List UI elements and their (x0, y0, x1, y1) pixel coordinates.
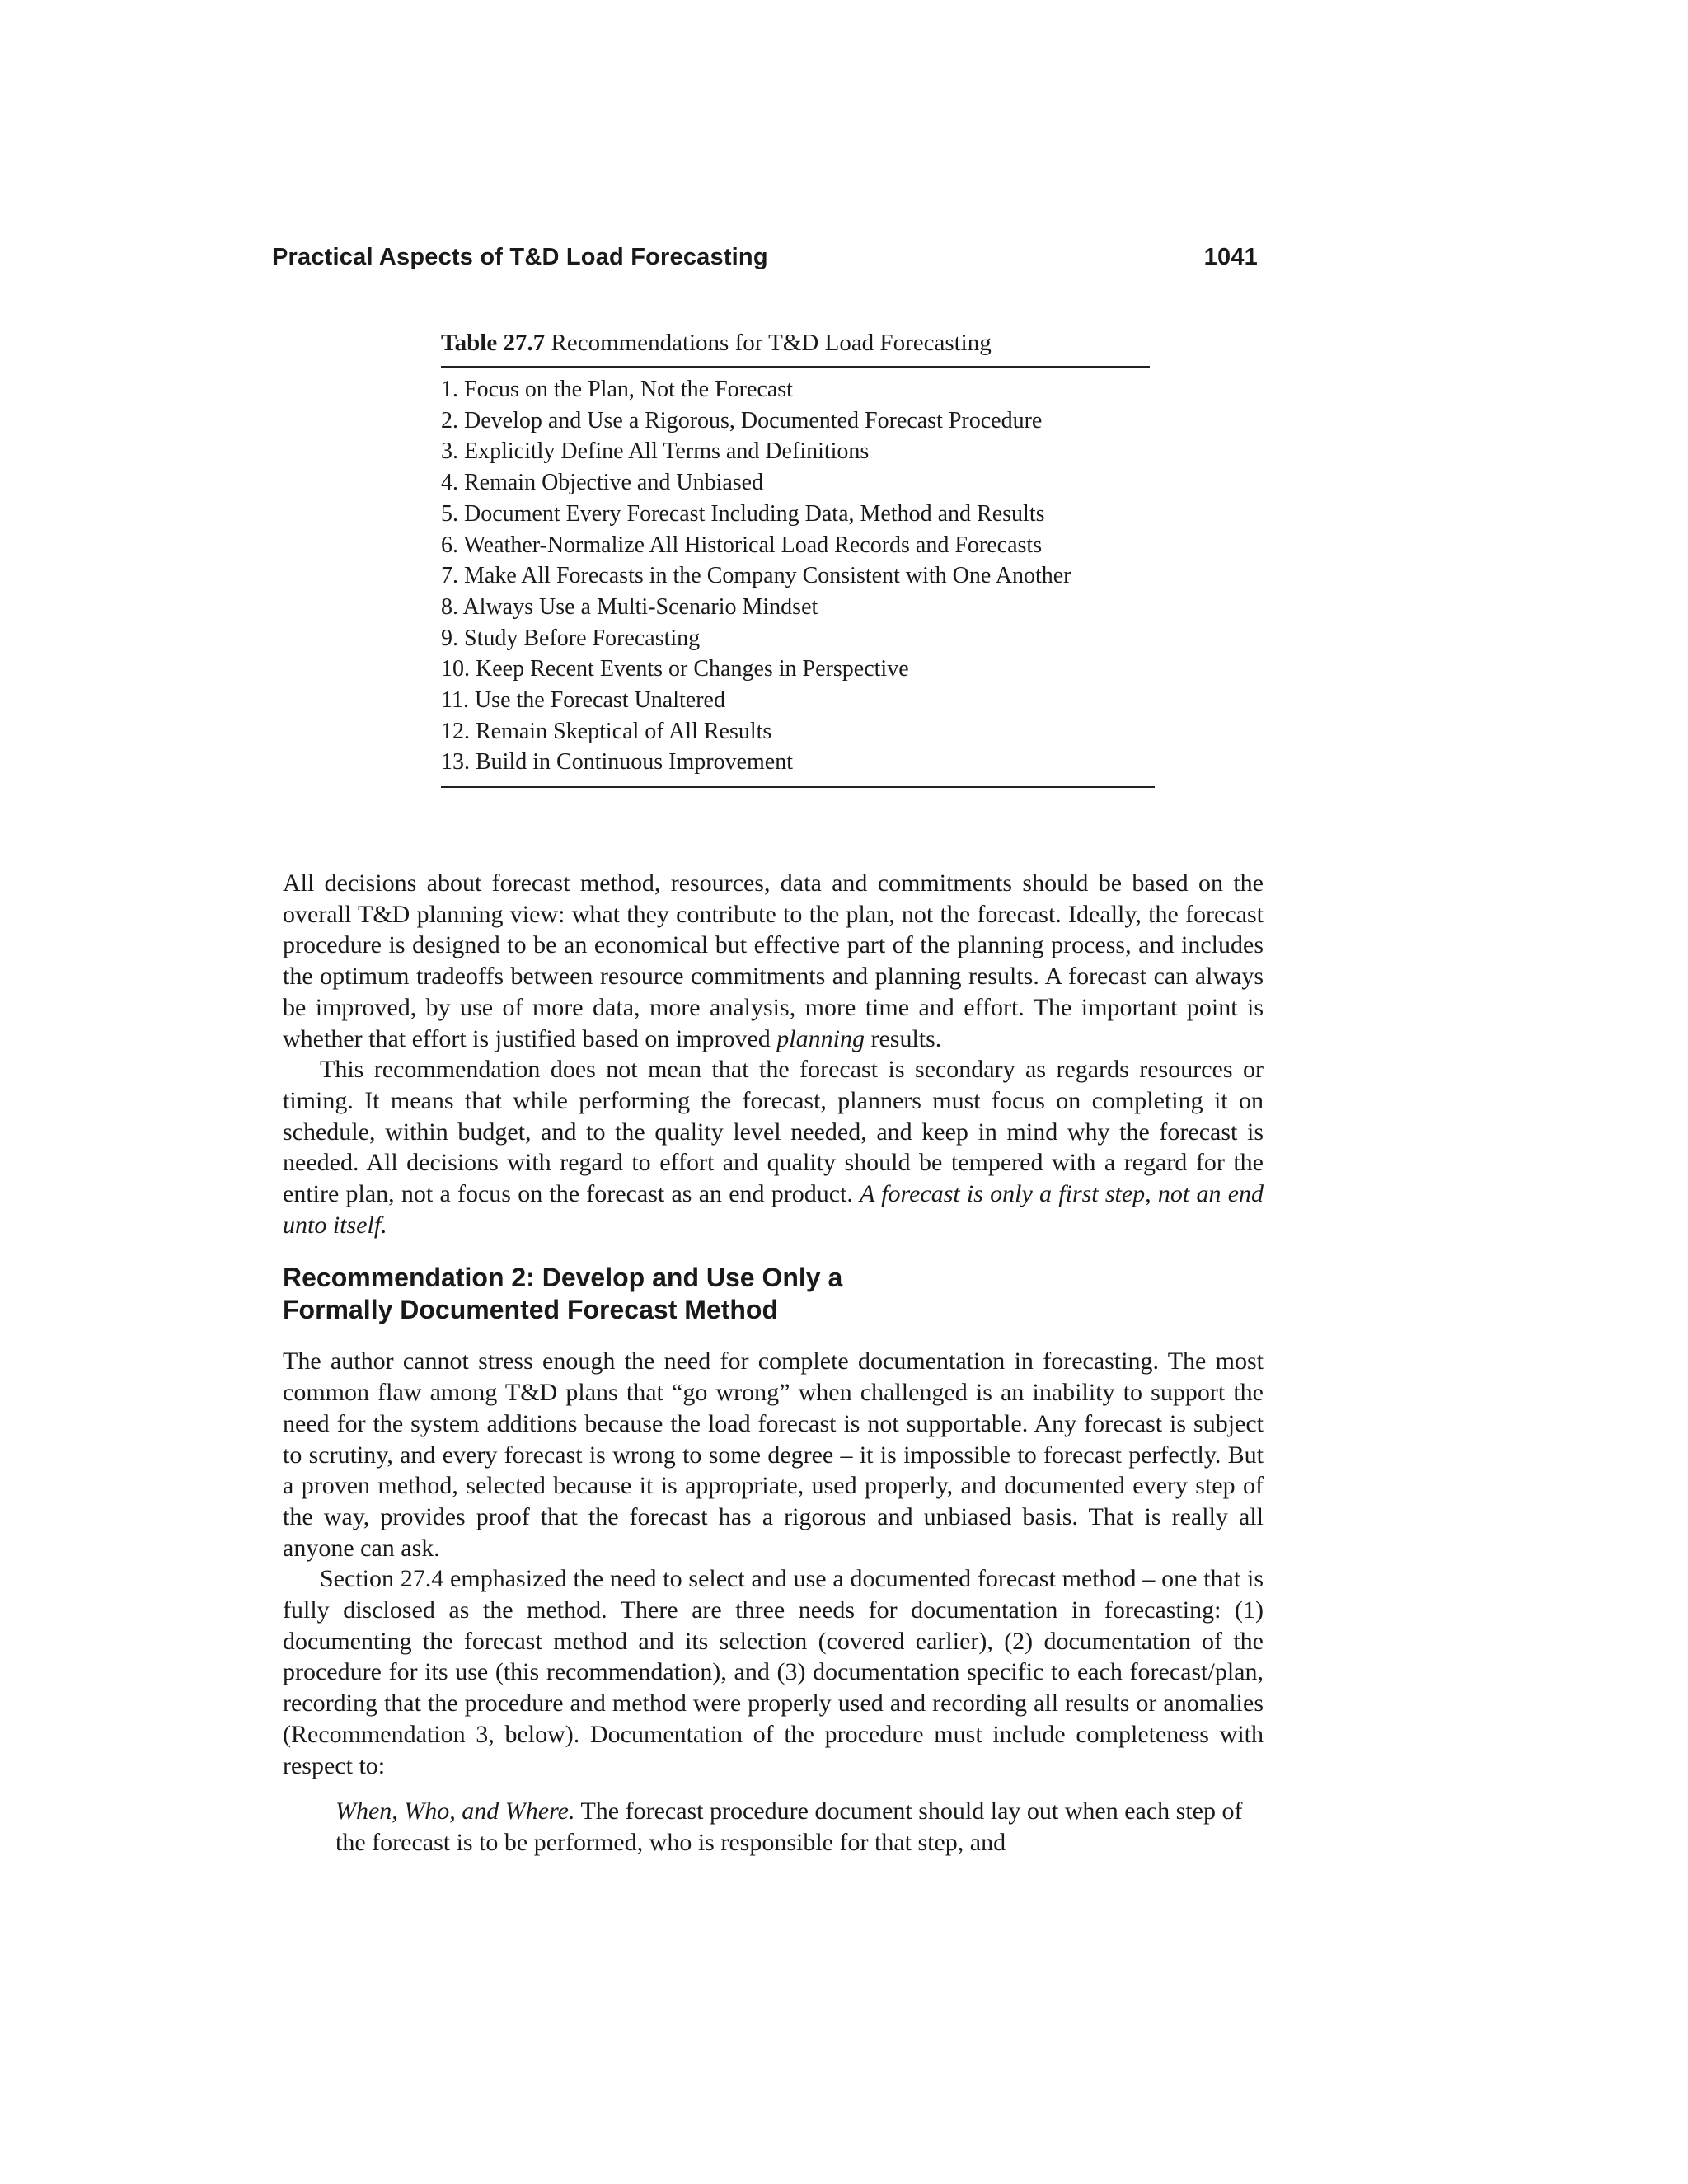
table-caption (441, 328, 1150, 368)
table-title: Recommendations for T&D Load Forecasting (551, 330, 992, 356)
section-heading-line-2: Formally Documented Forecast Method (283, 1295, 778, 1325)
recommendations-table (441, 328, 1150, 788)
table-list-item: 12. Remain Skeptical of All Results (441, 718, 772, 744)
table-list-item: 5. Document Every Forecast Including Data, Method and Results (441, 500, 1045, 527)
table-list-item: 13. Build in Continuous Improvement (441, 749, 793, 776)
table-list-item: 6. Weather-Normalize All Historical Load Records and Forecasts (441, 532, 1043, 558)
table-list (441, 368, 1155, 788)
table-list-item: 10. Keep Recent Events or Changes in Perspective (441, 656, 909, 682)
table-label: Table 27.7 (441, 330, 546, 356)
paragraph-2 (283, 1054, 1264, 1240)
section-heading-line-1: Recommendation 2: Develop and Use Only a (283, 1263, 843, 1293)
paragraph-4: Section 27.4 emphasized the need to select and use a documented forecast method – one that is fully disclosed as the method. There are three needs for documentation in forecasting: (1) documenting the forecast method and its selection (covered earlier), (2) documentation of the procedure for its use (this recommendation), and (3) documentation specific to each forecast/plan, recording that the procedure and method were properly used and recording all results or anomalies (Recommendation 3, below). Documentation of the procedure must include completeness with respect to: (283, 1565, 1264, 1779)
paragraph-1 (283, 868, 1264, 1054)
table-list-item: 8. Always Use a Multi-Scenario Mindset (441, 593, 818, 620)
running-header (272, 244, 1258, 271)
section-heading (283, 1262, 1264, 1326)
paragraph-2-text: This recommendation does not mean that the forecast is secondary as regards resources or timing. It means that while performing the forecast, planners must focus on completing it on schedule, within budget, and to the quality level needed, and keep in mind why the forecast is needed. All decisions with regard to effort and quality should be tempered with a regard for the entire plan, not a focus on the forecast as an end product. (283, 1056, 1264, 1208)
paragraph-5-text: The forecast procedure document should lay out when each step of the forecast is to be performed, who is responsible for that step, and (335, 1797, 1243, 1856)
paragraph-5 (335, 1796, 1264, 1858)
body-text (283, 868, 1264, 1858)
table-list-item: 3. Explicitly Define All Terms and Definitions (441, 438, 870, 465)
paragraph-1-text-end: results. (864, 1024, 942, 1052)
paragraph-1-emphasis: planning (776, 1024, 865, 1052)
paragraph-3: The author cannot stress enough the need for complete documentation in forecasting. The most common flaw among T&D plans that “go wrong” when challenged is an inability to support the need for the system additions because the load forecast is not supportable. Any forecast is subject to scrutiny, and every forecast is wrong to some degree – it is impossible to forecast perfectly. But a proven method, selected because it is appropriate, used properly, and documented every step of the way, provides proof that the forecast has a rigorous and unbiased basis. That is really all anyone can ask. (283, 1347, 1264, 1562)
table-list-item: 4. Remain Objective and Unbiased (441, 470, 764, 496)
table-list-item: 7. Make All Forecasts in the Company Consistent with One Another (441, 563, 1071, 589)
paragraph-5-emphasis: When, Who, and Where. (335, 1797, 575, 1825)
paragraph-2-emphasis: A forecast is only a first step, not an end unto itself. (283, 1180, 1264, 1239)
table-list-item: 9. Study Before Forecasting (441, 625, 701, 651)
paragraph-1-text: All decisions about forecast method, resources, data and commitments should be based on the overall T&D planning view: what they contribute to the plan, not the forecast. Ideally, the forecast procedure is designed to be an economical but effective part of the planning process, and includes the optimum tradeoffs between resource commitments and planning results. A forecast can always be improved, by use of more data, more analysis, more time and effort. The important point is whether that effort is justified based on improved (283, 869, 1264, 1052)
table-list-item: 2. Develop and Use a Rigorous, Documented Forecast Procedure (441, 407, 1043, 434)
running-title: Practical Aspects of T&D Load Forecasting (272, 244, 768, 270)
table-list-item: 1. Focus on the Plan, Not the Forecast (441, 377, 793, 402)
page-number: 1041 (1203, 244, 1258, 270)
table-list-item: 11. Use the Forecast Unaltered (441, 687, 725, 714)
